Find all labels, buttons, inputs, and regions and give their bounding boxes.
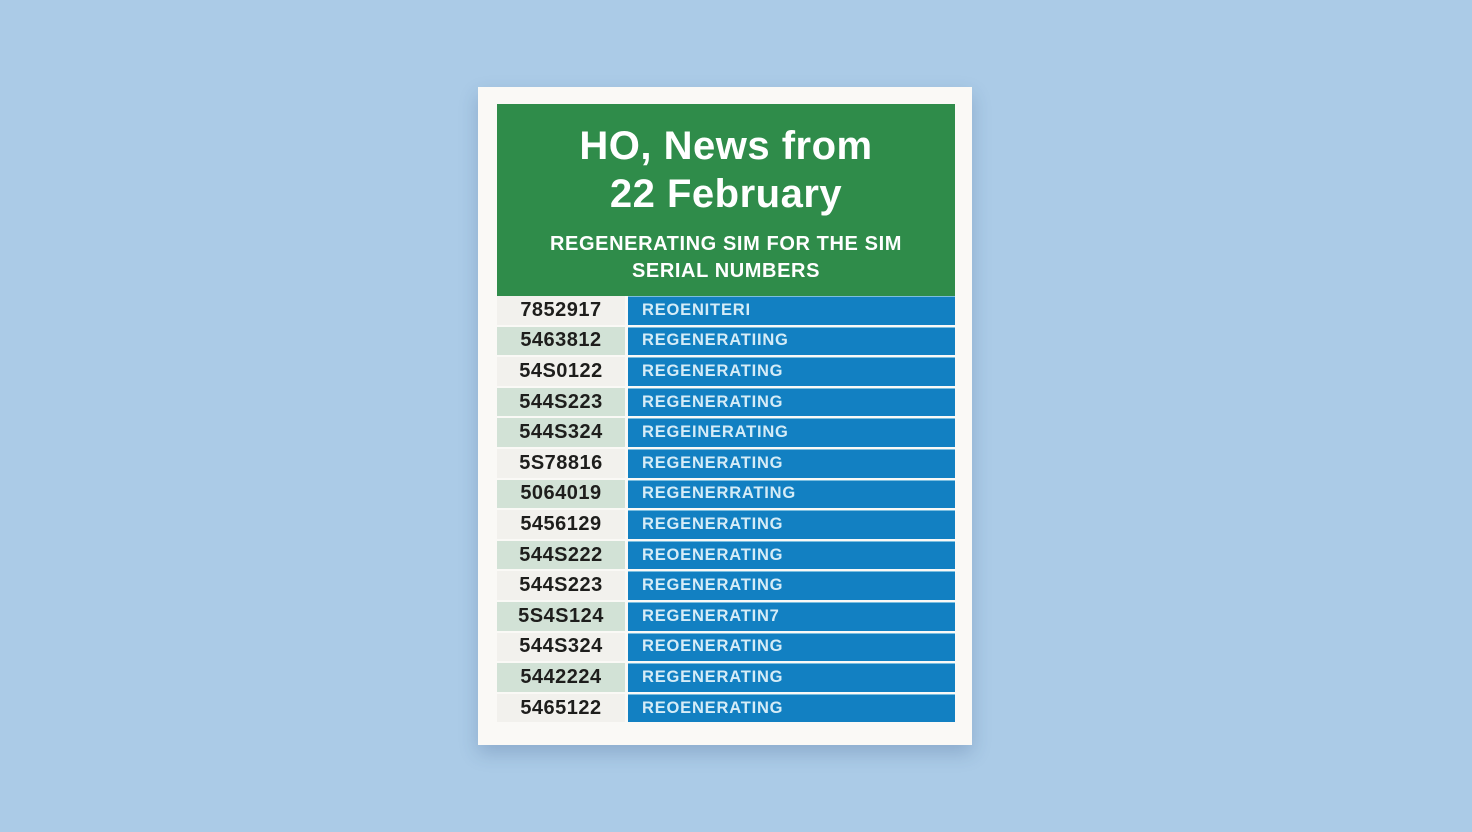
serial-cell: 5S4S124 — [497, 602, 625, 631]
serial-cell: 544S222 — [497, 541, 625, 570]
status-cell: REGEINERATING — [628, 418, 955, 447]
status-cell: REOENITERI — [628, 296, 955, 325]
serial-cell: 544S223 — [497, 571, 625, 600]
serial-cell: 54S0122 — [497, 357, 625, 386]
status-cell: REOENERATING — [628, 541, 955, 570]
status-cell: REGENERATING — [628, 357, 955, 386]
status-cell: REOENERATING — [628, 694, 955, 723]
table-row — [497, 480, 955, 509]
table-row — [497, 357, 955, 386]
status-cell: REGENERATING — [628, 663, 955, 692]
table-row — [497, 602, 955, 631]
status-cell: REGENERATING — [628, 510, 955, 539]
sim-serial-table — [497, 296, 955, 722]
serial-cell: 544S324 — [497, 633, 625, 662]
serial-cell: 544S223 — [497, 388, 625, 417]
status-cell: REGENERATING — [628, 388, 955, 417]
serial-cell: 5442224 — [497, 663, 625, 692]
table-row — [497, 633, 955, 662]
poster-header — [497, 104, 955, 296]
table-row — [497, 327, 955, 356]
status-cell: REGENERATING — [628, 571, 955, 600]
status-cell: REGENERATING — [628, 449, 955, 478]
table-row — [497, 571, 955, 600]
serial-cell: 5S78816 — [497, 449, 625, 478]
poster-card — [478, 87, 972, 745]
table-row — [497, 388, 955, 417]
header-title-line2: 22 February — [609, 171, 843, 216]
table-row — [497, 418, 955, 447]
serial-cell: 544S324 — [497, 418, 625, 447]
serial-cell: 5064019 — [497, 480, 625, 509]
status-cell: REGENERRATING — [628, 480, 955, 509]
status-cell: REGENERATIN7 — [628, 602, 955, 631]
status-cell: REGENERATIING — [628, 327, 955, 356]
header-subtitle-line2: SERIAL NUMBERS — [631, 259, 821, 282]
header-subtitle-line1: REGENERATING SIM FOR THE SIM — [550, 232, 902, 255]
header-title-line1: HO, News from — [579, 123, 873, 168]
table-row — [497, 663, 955, 692]
table-row — [497, 541, 955, 570]
status-cell: REOENERATING — [628, 633, 955, 662]
serial-cell: 5465122 — [497, 694, 625, 723]
table-row — [497, 296, 955, 325]
serial-cell: 5456129 — [497, 510, 625, 539]
serial-cell: 5463812 — [497, 327, 625, 356]
table-row — [497, 449, 955, 478]
table-row — [497, 694, 955, 723]
serial-cell: 7852917 — [497, 296, 625, 325]
table-row — [497, 510, 955, 539]
